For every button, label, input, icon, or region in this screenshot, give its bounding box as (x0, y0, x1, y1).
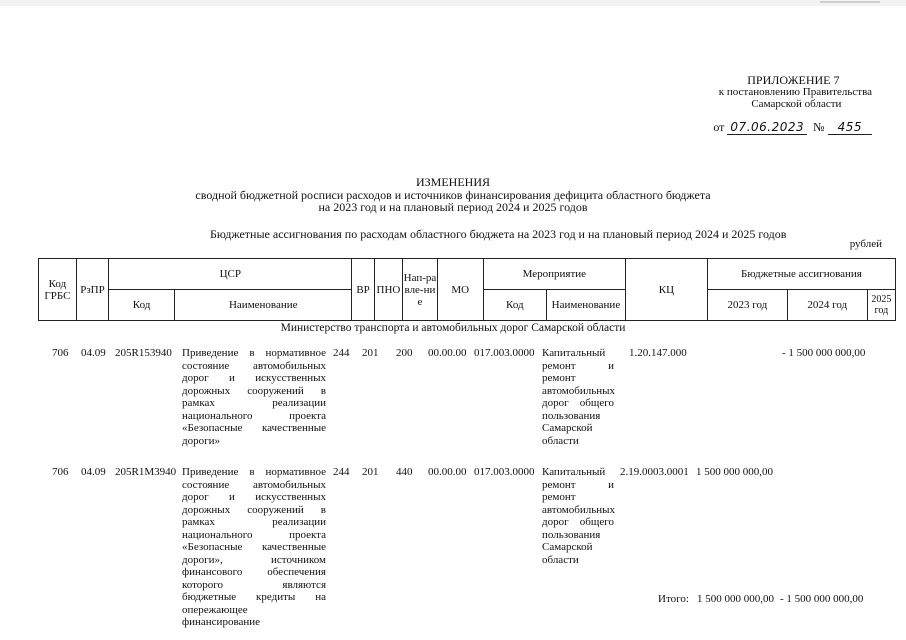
row2-event-name: Капитальный ремонт и ремонт автомобильных дорог общего пользования Самарской области (542, 466, 615, 566)
header-csr: ЦСР (109, 259, 352, 290)
row1-pno: 201 (362, 347, 379, 359)
header-event: Мероприятие (483, 259, 625, 290)
row2-direction: 440 (396, 466, 413, 478)
number-prefix: № (813, 120, 825, 134)
header-vr: ВР (352, 259, 374, 321)
header-mo: МО (437, 259, 483, 321)
row1-direction: 200 (396, 347, 413, 359)
appendix-block (719, 74, 872, 110)
appendix-line3: Самарской области (751, 98, 842, 110)
row2-vr: 244 (333, 466, 350, 478)
row2-event-code: 017.003.0000 (474, 466, 535, 478)
row2-rzpr: 04.09 (81, 466, 106, 478)
appendix-date-number (713, 120, 872, 135)
header-2025: 2025 год (867, 290, 895, 321)
header-allocations: Бюджетные ассигнования (707, 259, 895, 290)
row2-csr-code: 205R1M3940 (115, 466, 177, 478)
appendix-line2: к постановлению Правительства (718, 86, 872, 98)
header-2024: 2024 год (787, 290, 867, 321)
row1-kc: 1.20.147.000 (629, 347, 687, 359)
ministry-heading: Министерство транспорта и автомобильных дорог Самарской области (280, 322, 626, 334)
total-2024: - 1 500 000 000,00 (780, 593, 864, 605)
header-csr-code: Код (109, 290, 175, 321)
row1-rzpr: 04.09 (81, 347, 106, 359)
title-line2: сводной бюджетной росписи расходов и источников финансирования дефицита областного бюджета (195, 187, 711, 202)
row1-mo: 00.00.00 (428, 347, 467, 359)
row2-grbs: 706 (52, 466, 69, 478)
document-subtitle: Бюджетные ассигнования по расходам областного бюджета на 2023 год и на плановый период 2024 и 2025 годов (210, 227, 787, 241)
appendix-title: ПРИЛОЖЕНИЕ 7 (747, 73, 840, 87)
number-value: 455 (828, 120, 872, 135)
row2-mo: 00.00.00 (428, 466, 467, 478)
row2-kc: 2.19.0003.0001 (620, 466, 689, 478)
row1-event-code: 017.003.0000 (474, 347, 535, 359)
header-kc: КЦ (625, 259, 707, 321)
title-line3: на 2023 год и на плановый период 2024 и 2025 годов (318, 200, 588, 214)
row1-csr-code: 205R153940 (115, 347, 172, 359)
header-event-code: Код (483, 290, 546, 321)
date-prefix: от (713, 120, 725, 134)
scan-mark (820, 1, 880, 3)
row1-csr-name: Приведение в нормативное состояние автомобильных дорог и искусственных дорожных сооружений в рамках реализации национального проекта «Безопасные качественные дороги» (182, 347, 326, 447)
row2-2023: 1 500 000 000,00 (696, 466, 773, 478)
row1-event-name: Капитальный ремонт и ремонт автомобильных дорог общего пользования Самарской области (542, 347, 615, 447)
total-label: Итого: (658, 593, 689, 605)
header-grbs: Код ГРБС (39, 259, 77, 321)
row1-2024: - 1 500 000 000,00 (782, 347, 866, 359)
document-title (0, 176, 906, 214)
total-2023: 1 500 000 000,00 (697, 593, 774, 605)
title-line1: ИЗМЕНЕНИЯ (415, 175, 490, 189)
header-pno: ПНО (374, 259, 403, 321)
row1-vr: 244 (333, 347, 350, 359)
row1-grbs: 706 (52, 347, 69, 359)
units-label: рублей (849, 238, 882, 250)
header-2023: 2023 год (707, 290, 787, 321)
header-direction: Нап-равле-ние (403, 259, 437, 321)
table-header (38, 258, 896, 321)
row2-csr-name: Приведение в нормативное состояние автомобильных дорог и искусственных дорожных сооружений в рамках реализации национального проекта «Безопасные качественные дороги», источником финансового обеспечения которого являются бюджетные кредиты на опережающее финансирование (182, 466, 326, 628)
header-rzpr: РзПР (76, 259, 108, 321)
header-event-name: Наименование (546, 290, 625, 321)
scan-top-edge (0, 0, 906, 6)
date-value: 07.06.2023 (727, 120, 807, 135)
row2-pno: 201 (362, 466, 379, 478)
header-csr-name: Наименование (175, 290, 352, 321)
